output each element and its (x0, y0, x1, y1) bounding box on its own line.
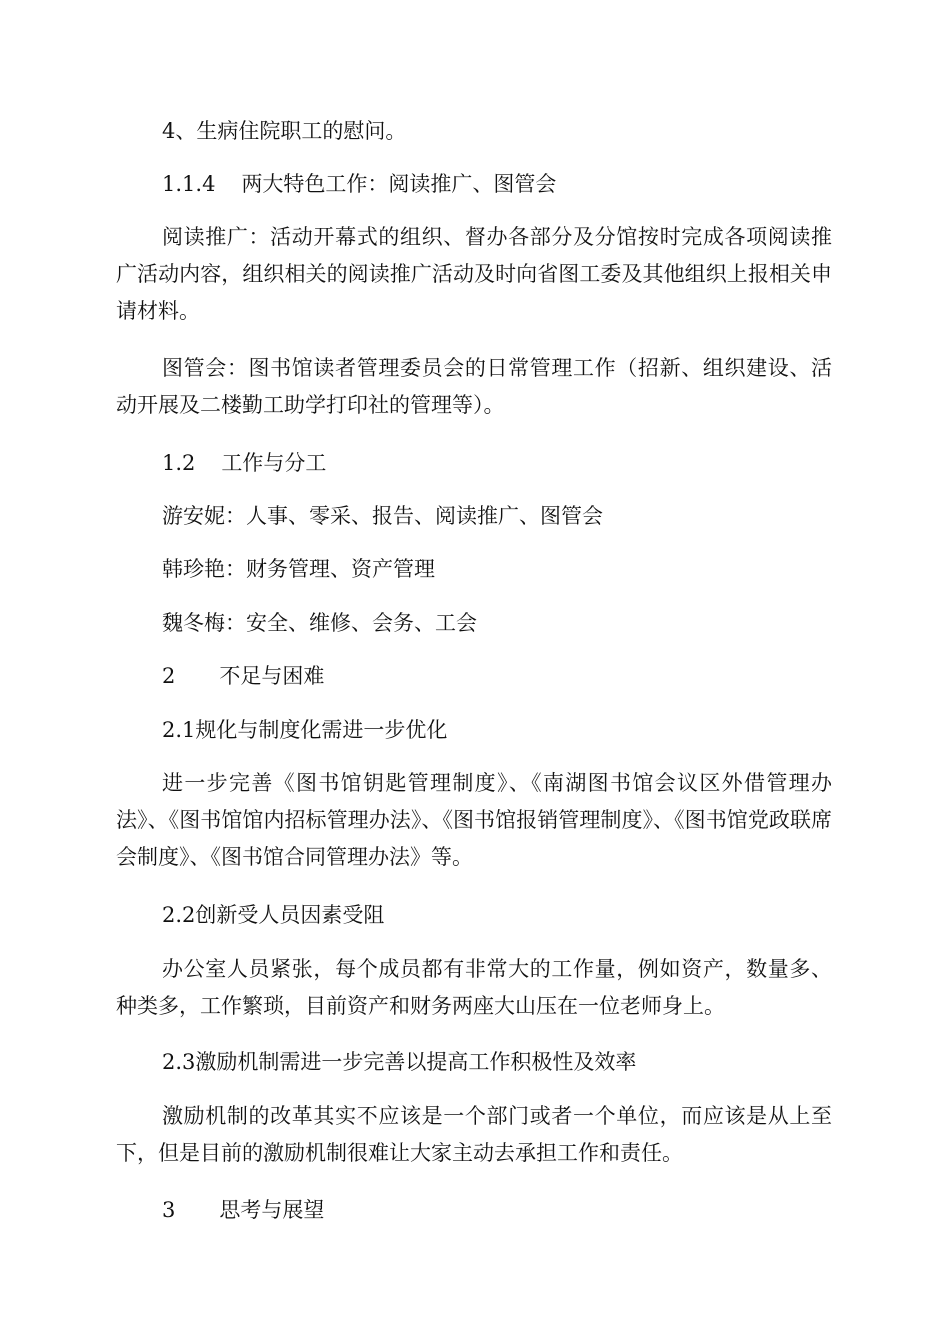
heading-2 (116, 657, 832, 695)
heading-title: 两大特色工作：阅读推广、图管会 (241, 172, 557, 196)
paragraph-2-3: 激励机制的改革其实不应该是一个部门或者一个单位，而应该是从上至下，但是目前的激励机制很难让大家主动去承担工作和责任。 (116, 1104, 832, 1165)
staff-duty-line: 韩珍艳：财务管理、资产管理 (162, 557, 435, 581)
heading-title: 工作与分工 (221, 451, 327, 475)
paragraph-2-1: 进一步完善《图书馆钥匙管理制度》、《南湖图书馆会议区外借管理办法》、《图书馆馆内招标管理办法》、《图书馆报销管理制度》、《图书馆党政联席会制度》、《图书馆合同管理办法》等。 (116, 771, 832, 869)
paragraph-reading-promotion: 阅读推广：活动开幕式的组织、督办各部分及分馆按时完成各项阅读推广活动内容，组织相关的阅读推广活动及时向省图工委及其他组织上报相关申请材料。 (116, 225, 832, 323)
heading-3 (116, 1191, 832, 1229)
paragraph-library-committee: 图管会：图书馆读者管理委员会的日常管理工作（招新、组织建设、活动开展及二楼勤工助学打印社的管理等）。 (116, 356, 832, 417)
heading-1-2 (116, 444, 832, 482)
heading-2-2: 2.2创新受人员因素受阻 (162, 903, 385, 927)
heading-title: 思考与展望 (219, 1198, 325, 1222)
heading-2-1: 2.1规化与制度化需进一步优化 (162, 718, 448, 742)
heading-number: 1.2 (162, 451, 196, 475)
heading-number: 1.1.4 (162, 172, 216, 196)
heading-title: 不足与困难 (219, 664, 325, 688)
heading-number: 3 (162, 1198, 176, 1222)
list-item-4: 4、生病住院职工的慰问。 (162, 119, 407, 143)
heading-1-1-4 (116, 165, 832, 203)
heading-2-3: 2.3激励机制需进一步完善以提高工作积极性及效率 (162, 1050, 637, 1074)
heading-number: 2 (162, 664, 176, 688)
staff-duty-line: 魏冬梅：安全、维修、会务、工会 (162, 611, 477, 635)
staff-duty-line: 游安妮：人事、零采、报告、阅读推广、图管会 (162, 504, 603, 528)
paragraph-2-2: 办公室人员紧张，每个成员都有非常大的工作量，例如资产，数量多、种类多，工作繁琐，目前资产和财务两座大山压在一位老师身上。 (116, 957, 832, 1018)
